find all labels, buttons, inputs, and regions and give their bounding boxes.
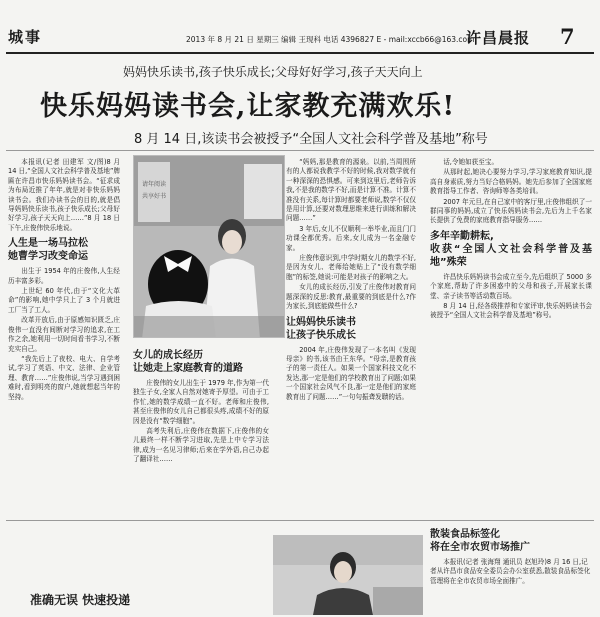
section-heading-line: 人生是一场马拉松	[8, 238, 88, 250]
headline-kicker: 妈妈快乐读书,孩子快乐成长;父母好好学习,孩子天天向上	[123, 65, 423, 79]
body-paragraph: 话,令她如获至宝。	[443, 158, 499, 166]
section-heading	[8, 237, 120, 263]
section-heading-line: 她曹学习改变命运	[8, 251, 88, 263]
body-paragraph: 8 月 14 日,经各级推荐和专家评审,快乐妈妈读书会被授予“全国人文社会科学普及基地”称号。	[430, 302, 592, 320]
section-heading	[430, 230, 592, 269]
headline-divider	[6, 150, 594, 151]
page-number: 7	[560, 24, 575, 49]
article-column-4	[430, 158, 592, 488]
body-paragraph: 改革开放后,由于原感知识匮乏,庄俊伟一直没有间断对学习的追求,在工作之余,她利用一切时间看书学习,不断充实自己。	[8, 316, 120, 353]
body-paragraph: 高考失利后,庄俊伟在数据下,庄俊伟的女儿最终一样不断学习进取,先是上中专学习法律,成为一名见习律师;后来在学外语,自己办起了翻译社……	[133, 427, 269, 464]
section-heading-line: 让她走上家庭教育的道路	[133, 363, 243, 374]
body-paragraph: 2004 年,庄俊伟发现了一本名叫《发现母亲》的书,该书由王东华。“母亲,是教育孩子的第一责任人。如果一个国家科技文化不发达,那一定是他们的学校教育出了问题;如果一个国家社会风气不良,那一定是他们的家庭教育出了问题……”一句句振聋发聩的话。	[286, 345, 416, 401]
delivery-teaser: 准确无误 快速投递	[30, 593, 131, 607]
body-paragraph: 女儿的成长经历,引发了庄俊伟对教育问题深深的反思:教育,最重要的到底是什么?作为家长,到底能做些什么?	[286, 283, 416, 311]
masthead-rule	[6, 52, 594, 54]
section-heading-line: 多年辛勤耕耘,	[430, 230, 494, 242]
side-story-body: 本报讯(记者 张海翔 通讯员 赵旭玲)8 月 16 日,记者从许昌市食品安全委员会办公室获悉,散装食品标签化管理将在全市农贸市场全面推广。	[430, 558, 591, 585]
photo-illustration	[134, 156, 285, 338]
article-column-2	[133, 345, 269, 485]
article-column-1	[8, 158, 120, 484]
section-heading-line: 将在全市农贸市场推广	[430, 542, 530, 553]
body-paragraph: 许昌快乐妈妈读书会成立至今,先后组织了 5000 多个家庭,帮助了许多困惑中的父母和孩子,开展家长课堂、亲子读书等活动数百场。	[430, 272, 592, 300]
body-paragraph: 2007 年元旦,在自己家中的客厅里,庄俊伟组织了一群同事的妈妈,成立了快乐妈妈读书会,先后为上千名家长提供了免费的家庭教育指导服务……	[430, 197, 592, 225]
photo-illustration	[273, 535, 423, 615]
side-story	[430, 528, 592, 617]
newspaper-logo: 许昌晨报	[466, 29, 531, 47]
section-heading-line: 让孩子快乐成长	[286, 329, 356, 341]
body-paragraph: 出生于 1954 年的庄俊伟,人生经历丰富多彩。	[8, 267, 120, 285]
section-label: 城事	[8, 28, 43, 46]
body-paragraph: 从那时起,她决心要努力学习,学习家庭教育知识,提高自身素质,努力当好合格妈妈。她先后参加了全国家庭教育指导工作者、咨询师等各类培训。	[430, 168, 592, 196]
body-paragraph: 庄俊伟意识到,中学时期女儿的数学不好,是因为女儿、老师给她贴上了“没有数学细胞”的标签,她说:可能是对孩子的影响之大。	[286, 254, 416, 281]
masthead	[0, 0, 600, 58]
body-paragraph: “妈妈,那是教育的源泉。以前,当周围所有的人都说我教学不好的时候,我对数学就有一种深深的恐惧感。可来到这里后,老师告诉我,不是我的数学不好,而是计算不准。计算不准没有关系,每计算时都要老师说,数学不仅仅是用计算,还要对数理思维来进行训练和解决问题……”	[286, 158, 416, 223]
reading-club-photo	[133, 155, 285, 338]
body-paragraph: 上世纪 60 年代,由于“文化大革命”的影响,她中学只上了 3 个月就进工厂当了工人。	[8, 287, 120, 314]
food-label-photo	[273, 535, 423, 615]
section-heading-line: 收获“全国人文社会科学普及基地”殊荣	[430, 243, 592, 268]
section-heading	[286, 316, 416, 342]
body-paragraph: “我先后上了夜校、电大、自学考试,学习了英语、中文、法律、企业管理、教育……”庄俊伟说,当学习遇到困难时,看到明亮的窗户,她就想起当年的坚持。	[8, 354, 120, 401]
subheadline: 8 月 14 日,该读书会被授予“全国人文社会科学普及基地”称号	[134, 132, 488, 147]
section-heading	[133, 349, 269, 375]
section-heading-line: 女儿的成长经历	[133, 350, 203, 361]
poster-text: 共享好书	[142, 193, 167, 200]
body-paragraph: 庄俊伟的女儿出生于 1979 年,作为第一代独生子女,全家人自然对她寄予厚望。可由于工作忙,她的数学成绩一直不好。老师和庄俊伟,甚至庄俊伟的女儿自己都很头疼,成绩不好的原因是没有“数学细胞”。	[133, 379, 269, 425]
poster-text: 请年阅读	[142, 181, 167, 188]
lead-paragraph: 本报讯(记者 田建军 文/图)8 月 14 日,“全国人文社会科学普及基地”牌匾在许昌市快乐妈妈读书会。“征求成为布局近推了年年,就是对非快乐妈妈读书会。我们办读书会的目的,就是倡导妈妈快乐读书,孩子快乐成长;父母好好学习,孩子天天向上……”8 月 18 日下午,庄俊伟快乐地说。	[8, 158, 120, 232]
article-column-3	[286, 158, 416, 498]
body-paragraph: 3 年后,女儿不仅顺利一举毕业,而且门门功课全都优秀。后来,女儿成为一名金融专家。	[286, 224, 416, 252]
issue-info: 2013 年 8 月 21 日 星期三 编辑 王现科 电话 4396827 E - mail:xccb66@163.com	[186, 35, 475, 44]
headline: 快乐妈妈读书会,让家教充满欢乐!	[40, 91, 456, 122]
section-heading-line: 散装食品标签化	[430, 529, 500, 540]
section-heading-line: 让妈妈快乐读书	[286, 316, 356, 328]
side-story-heading	[430, 528, 592, 554]
bottom-divider	[6, 520, 594, 521]
